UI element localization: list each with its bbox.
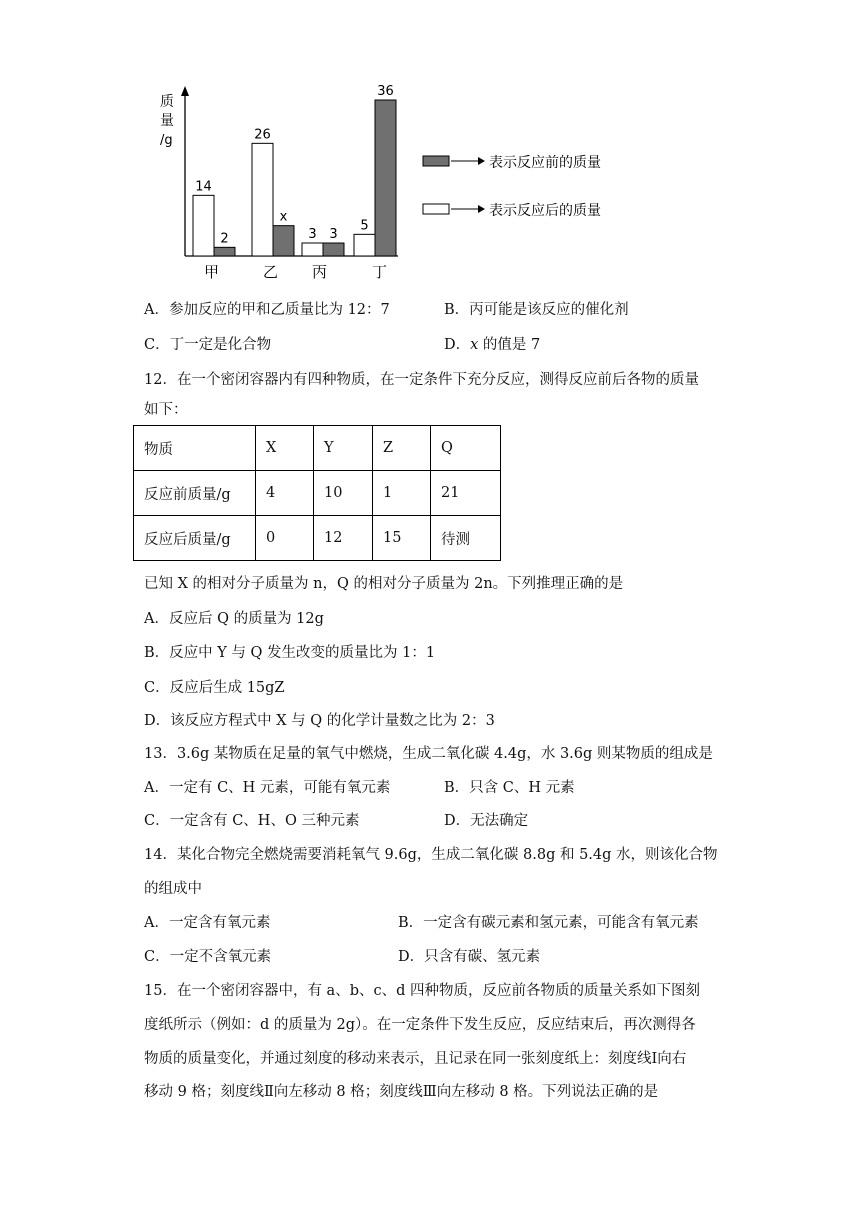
bar-after <box>193 195 214 256</box>
legend-swatch-after <box>423 204 449 214</box>
q11-option-d-prefix: D． <box>444 337 471 353</box>
bar-value-label: 26 <box>254 127 271 143</box>
category-label: 乙 <box>263 263 279 281</box>
category-label: 丁 <box>372 263 388 281</box>
y-axis-label-char-1: 质 <box>160 94 174 110</box>
bar-before <box>323 243 344 256</box>
q14-stem-line-2: 的组成中 <box>144 881 202 897</box>
legend-label-before: 表示反应前的质量 <box>489 155 601 171</box>
table-cell: 反应后质量/g <box>134 516 256 561</box>
legend-arrow-head <box>478 157 485 165</box>
table-header-cell: Z <box>373 426 431 471</box>
bar-before <box>375 100 396 256</box>
q15-stem-line-3: 物质的质量变化，并通过刻度的移动来表示，且记录在同一张刻度纸上：刻度线Ⅰ向右 <box>144 1051 687 1067</box>
q12-stem-line-2: 如下： <box>144 402 188 418</box>
bar-value-label: 36 <box>377 84 394 99</box>
q12-mass-table <box>133 425 501 561</box>
category-label: 丙 <box>312 263 328 281</box>
q11-option-c: C．丁一定是化合物 <box>144 337 272 353</box>
q11-option-d-variable: x <box>470 337 479 353</box>
table-cell: 21 <box>431 471 501 516</box>
bar-before <box>214 247 235 256</box>
q12-option-d: D．该反应方程式中 X 与 Q 的化学计量数之比为 2：3 <box>144 713 495 729</box>
table-cell: 4 <box>256 471 314 516</box>
mass-bar-chart <box>0 0 860 290</box>
bar-after <box>252 143 273 256</box>
table-cell: 0 <box>256 516 314 561</box>
bar-after <box>302 243 323 256</box>
bar-before <box>273 226 294 256</box>
bar-value-label: x <box>279 209 288 225</box>
table-cell: 15 <box>373 516 431 561</box>
q13-option-a: A．一定有 C、H 元素，可能有氧元素 <box>144 780 391 796</box>
q13-option-d: D．无法确定 <box>444 813 529 829</box>
table-cell: 1 <box>373 471 431 516</box>
q14-option-b: B．一定含有碳元素和氢元素，可能含有氧元素 <box>398 915 699 931</box>
table-row <box>134 471 501 516</box>
q13-option-c: C．一定含有 C、H、O 三种元素 <box>144 813 360 829</box>
q12-option-c: C．反应后生成 15gZ <box>144 680 285 696</box>
table-header-cell: X <box>256 426 314 471</box>
table-header-cell: 物质 <box>134 426 256 471</box>
y-axis-label-char-3: /g <box>160 133 173 148</box>
q15-stem-line-1: 15．在一个密闭容器中，有 a、b、c、d 四种物质，反应前各物质的质量关系如下图刻 <box>144 983 700 999</box>
bar-value-label: 5 <box>360 218 369 234</box>
bar-value-label: 2 <box>220 231 229 247</box>
q13-option-b: B．只含 C、H 元素 <box>444 780 575 796</box>
table-header-cell: Q <box>431 426 501 471</box>
y-axis-label-char-2: 量 <box>160 113 174 129</box>
q14-option-a: A．一定含有氧元素 <box>144 915 271 931</box>
q15-stem-line-2: 度纸所示（例如：d 的质量为 2g）。在一定条件下发生反应，反应结束后，再次测得各 <box>144 1017 696 1033</box>
y-axis-arrow <box>181 86 189 96</box>
legend-arrow-head <box>478 205 485 213</box>
q14-option-d: D．只含有碳、氢元素 <box>398 949 541 965</box>
q11-option-d <box>444 333 540 354</box>
bar-value-label: 14 <box>195 179 212 195</box>
q14-option-c: C．一定不含氧元素 <box>144 949 272 965</box>
table-header-cell: Y <box>314 426 373 471</box>
table-cell: 待测 <box>431 516 501 561</box>
q15-stem-line-4: 移动 9 格；刻度线Ⅱ向左移动 8 格；刻度线Ⅲ向左移动 8 格。下列说法正确的是 <box>144 1084 659 1100</box>
q12-stem-line-1: 12．在一个密闭容器内有四种物质，在一定条件下充分反应，测得反应前后各物的质量 <box>144 372 699 388</box>
q12-option-a: A．反应后 Q 的质量为 12g <box>144 611 324 627</box>
bar-value-label: 3 <box>308 227 317 242</box>
q11-option-a: A．参加反应的甲和乙质量比为 12：7 <box>144 302 390 318</box>
table-cell: 10 <box>314 471 373 516</box>
q11-option-b: B．丙可能是该反应的催化剂 <box>444 302 629 318</box>
bar-after <box>354 234 375 256</box>
q13-stem: 13．3.6g 某物质在足量的氧气中燃烧，生成二氧化碳 4.4g，水 3.6g 则某物质的组成是 <box>144 746 713 762</box>
legend-swatch-before <box>423 156 449 166</box>
bar-value-label: 3 <box>329 227 338 242</box>
table-header-row <box>134 426 501 471</box>
q11-option-d-suffix: 的值是 7 <box>478 337 541 353</box>
q14-stem-line-1: 14．某化合物完全燃烧需要消耗氧气 9.6g，生成二氧化碳 8.8g 和 5.4g 水，则该化合物 <box>144 847 718 863</box>
table-row <box>134 516 501 561</box>
legend-label-after: 表示反应后的质量 <box>489 203 601 219</box>
table-cell: 反应前质量/g <box>134 471 256 516</box>
table-cell: 12 <box>314 516 373 561</box>
q12-condition: 已知 X 的相对分子质量为 n，Q 的相对分子质量为 2n。下列推理正确的是 <box>144 576 624 592</box>
category-label: 甲 <box>204 263 220 281</box>
q12-option-b: B．反应中 Y 与 Q 发生改变的质量比为 1：1 <box>144 645 436 661</box>
